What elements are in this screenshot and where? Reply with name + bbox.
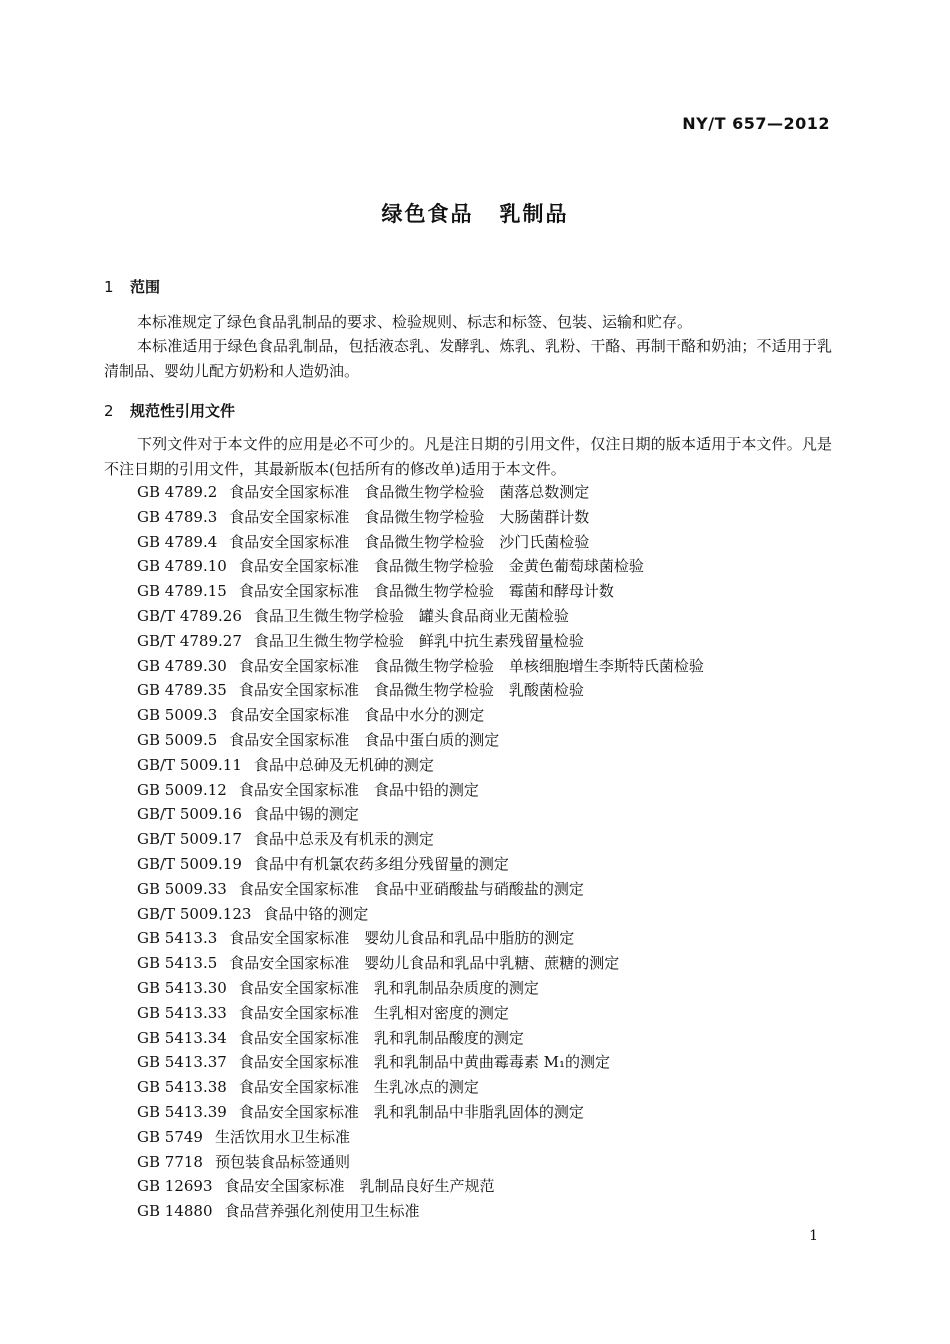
section-1-heading	[104, 276, 160, 297]
reference-item	[137, 480, 704, 505]
page-number: 1	[809, 1228, 818, 1244]
reference-code: GB 4789.3	[137, 507, 218, 526]
reference-code: GB 5009.3	[137, 706, 218, 725]
reference-code: GB 5413.37	[137, 1053, 227, 1072]
reference-title: 食品营养强化剂使用卫生标准	[224, 1202, 420, 1221]
reference-code: GB 4789.15	[137, 582, 227, 601]
reference-title: 食品安全国家标准 乳和乳制品杂质度的测定	[238, 978, 539, 997]
reference-item	[137, 1199, 704, 1224]
reference-code: GB 5413.38	[137, 1078, 227, 1097]
reference-item	[137, 778, 704, 803]
reference-code: GB 5009.12	[137, 780, 227, 799]
reference-code: GB/T 5009.19	[137, 854, 242, 873]
reference-item	[137, 753, 704, 778]
reference-title: 食品安全国家标准 生乳相对密度的测定	[238, 1003, 509, 1022]
reference-title: 食品安全国家标准 食品微生物学检验 单核细胞增生李斯特氏菌检验	[238, 656, 704, 675]
reference-item	[137, 678, 704, 703]
reference-item	[137, 703, 704, 728]
reference-title: 食品安全国家标准 乳和乳制品中非脂乳固体的测定	[238, 1102, 584, 1121]
reference-code: GB 5009.33	[137, 879, 227, 898]
reference-item	[137, 728, 704, 753]
reference-title: 食品安全国家标准 乳和乳制品中黄曲霉毒素 M₁的测定	[238, 1053, 610, 1072]
reference-item	[137, 802, 704, 827]
reference-title: 食品卫生微生物学检验 鲜乳中抗生素残留量检验	[253, 631, 584, 650]
reference-code: GB/T 5009.11	[137, 755, 242, 774]
reference-code: GB 5413.3	[137, 929, 218, 948]
reference-item	[137, 505, 704, 530]
reference-item	[137, 629, 704, 654]
reference-item	[137, 579, 704, 604]
reference-title: 食品安全国家标准 食品微生物学检验 金黄色葡萄球菌检验	[238, 557, 644, 576]
reference-item	[137, 554, 704, 579]
reference-code: GB 4789.30	[137, 656, 227, 675]
reference-item	[137, 902, 704, 927]
reference-item	[137, 1174, 704, 1199]
reference-title: 食品中有机氯农药多组分残留量的测定	[253, 854, 509, 873]
reference-item	[137, 604, 704, 629]
reference-title: 食品卫生微生物学检验 罐头食品商业无菌检验	[253, 606, 569, 625]
reference-title: 食品安全国家标准 食品微生物学检验 大肠菌群计数	[229, 507, 590, 526]
reference-title: 食品安全国家标准 婴幼儿食品和乳品中乳糖、蔗糖的测定	[229, 954, 620, 973]
reference-code: GB 4789.2	[137, 483, 218, 501]
reference-title: 食品安全国家标准 食品中水分的测定	[229, 706, 485, 725]
reference-item	[137, 1026, 704, 1051]
reference-code: GB 14880	[137, 1202, 213, 1221]
reference-code: GB/T 5009.17	[137, 830, 242, 849]
section-2-heading	[104, 400, 235, 421]
reference-code: GB 7718	[137, 1152, 203, 1171]
reference-code: GB 12693	[137, 1177, 213, 1196]
reference-code: GB 5413.5	[137, 954, 218, 973]
reference-item	[137, 877, 704, 902]
section-2-number: 2	[104, 402, 114, 420]
reference-code: GB/T 5009.123	[137, 904, 252, 923]
section-1-number: 1	[104, 278, 114, 296]
reference-item	[137, 1125, 704, 1150]
reference-title: 食品安全国家标准 婴幼儿食品和乳品中脂肪的测定	[229, 929, 575, 948]
section-1-paragraph-1: 本标准规定了绿色食品乳制品的要求、检验规则、标志和标签、包装、运输和贮存。	[137, 313, 693, 331]
reference-item	[137, 976, 704, 1001]
reference-title: 食品安全国家标准 食品中蛋白质的测定	[229, 730, 500, 749]
reference-code: GB 4789.4	[137, 532, 218, 551]
reference-item	[137, 1075, 704, 1100]
reference-code: GB/T 4789.27	[137, 631, 242, 650]
section-2-title: 规范性引用文件	[130, 402, 236, 420]
reference-item	[137, 1001, 704, 1026]
reference-title: 生活饮用水卫生标准	[214, 1127, 350, 1146]
reference-title: 预包装食品标签通则	[214, 1152, 350, 1171]
title-part-1: 绿色食品	[381, 202, 474, 226]
reference-item	[137, 654, 704, 679]
reference-title: 食品安全国家标准 乳制品良好生产规范	[224, 1177, 495, 1196]
reference-title: 食品中锡的测定	[253, 805, 359, 824]
reference-code: GB/T 4789.26	[137, 606, 242, 625]
reference-list	[137, 480, 704, 1224]
reference-title: 食品安全国家标准 食品微生物学检验 乳酸菌检验	[238, 681, 584, 700]
reference-title: 食品安全国家标准 食品微生物学检验 沙门氏菌检验	[229, 532, 590, 551]
reference-title: 食品中铬的测定	[263, 904, 369, 923]
reference-title: 食品安全国家标准 食品微生物学检验 菌落总数测定	[229, 483, 590, 501]
reference-title: 食品安全国家标准 生乳冰点的测定	[238, 1078, 479, 1097]
section-2-intro: 下列文件对于本文件的应用是必不可少的。凡是注日期的引用文件，仅注日期的版本适用于本文件。凡是不注日期的引用文件，其最新版本(包括所有的修改单)适用于本文件。	[104, 435, 832, 478]
reference-code: GB 5009.5	[137, 730, 218, 749]
reference-item	[137, 1100, 704, 1125]
reference-item	[137, 926, 704, 951]
reference-code: GB 5413.34	[137, 1028, 227, 1047]
document-title	[0, 198, 950, 228]
standard-number: NY/T 657—2012	[682, 114, 830, 133]
section-1-title: 范围	[130, 278, 161, 296]
reference-title: 食品安全国家标准 食品中亚硝酸盐与硝酸盐的测定	[238, 879, 584, 898]
reference-code: GB 5749	[137, 1127, 203, 1146]
reference-code: GB 4789.10	[137, 557, 227, 576]
reference-item	[137, 951, 704, 976]
title-part-2: 乳制品	[499, 202, 569, 226]
reference-item	[137, 852, 704, 877]
section-1-paragraph-2: 本标准适用于绿色食品乳制品，包括液态乳、发酵乳、炼乳、乳粉、干酪、再制干酪和奶油；不适用于乳清制品、婴幼儿配方奶粉和人造奶油。	[104, 337, 832, 380]
reference-code: GB 5413.39	[137, 1102, 227, 1121]
reference-code: GB 4789.35	[137, 681, 227, 700]
reference-title: 食品安全国家标准 乳和乳制品酸度的测定	[238, 1028, 524, 1047]
reference-title: 食品中总汞及有机汞的测定	[253, 830, 434, 849]
reference-code: GB 5413.33	[137, 1003, 227, 1022]
reference-item	[137, 827, 704, 852]
reference-item	[137, 1150, 704, 1175]
reference-title: 食品中总砷及无机砷的测定	[253, 755, 434, 774]
reference-item	[137, 1050, 704, 1075]
reference-code: GB/T 5009.16	[137, 805, 242, 824]
reference-title: 食品安全国家标准 食品中铅的测定	[238, 780, 479, 799]
reference-code: GB 5413.30	[137, 978, 227, 997]
reference-title: 食品安全国家标准 食品微生物学检验 霉菌和酵母计数	[238, 582, 614, 601]
reference-item	[137, 530, 704, 555]
